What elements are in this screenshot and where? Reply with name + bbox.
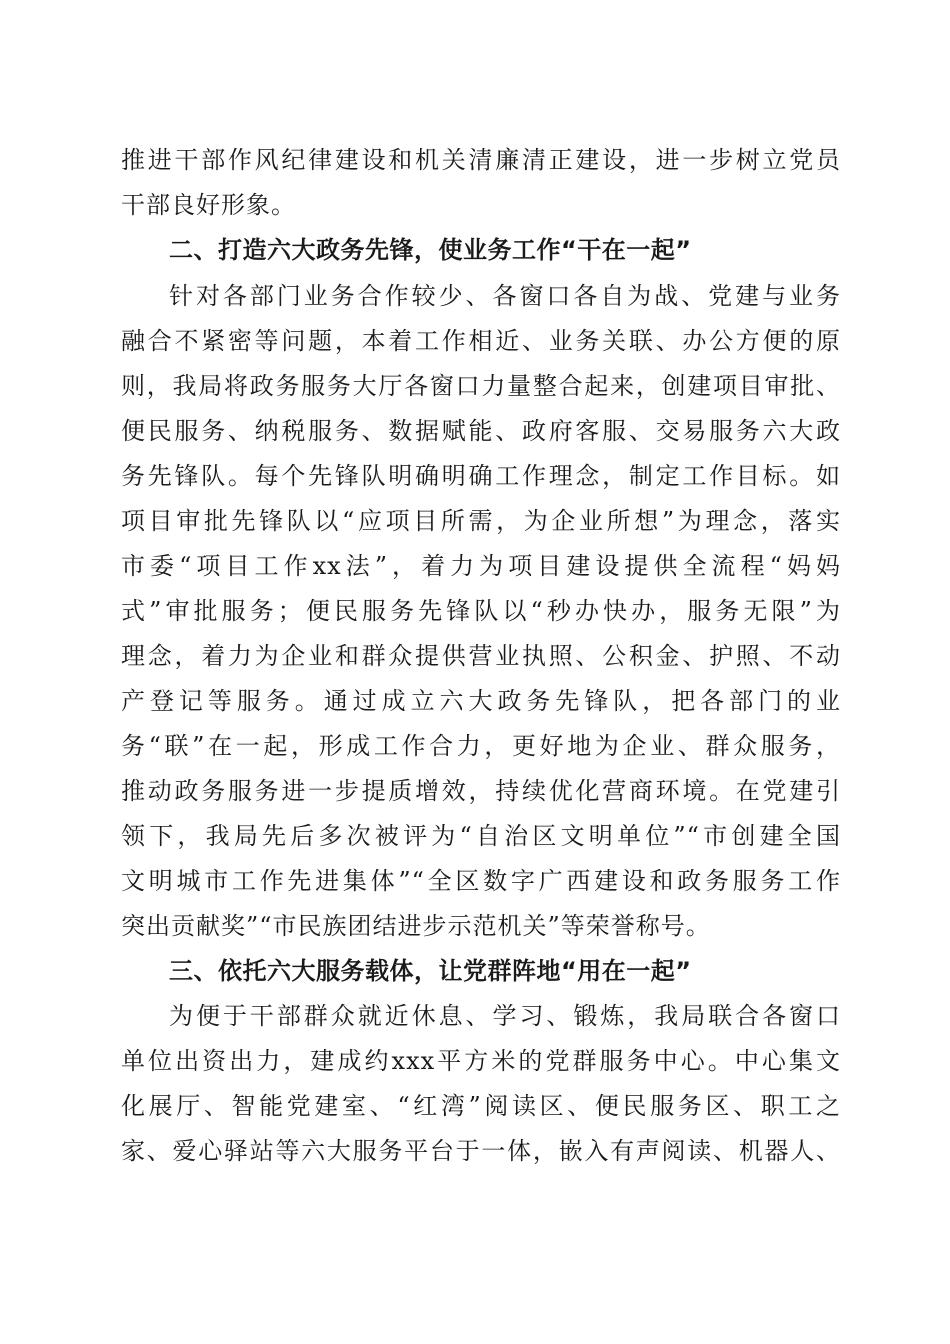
- paragraph-line: 理念，着力为企业和群众提供营业执照、公积金、护照、不动: [121, 642, 841, 670]
- paragraph-line: 突出贡献奖”“市民族团结进步示范机关”等荣誉称号。: [121, 912, 711, 940]
- paragraph-line: 式”审批服务；便民服务先锋队以“秒办快办，服务无限”为: [121, 597, 841, 625]
- paragraph-line: 单位出资出力，建成约xxx平方米的党群服务中心。中心集文: [121, 1047, 841, 1075]
- paragraph-line: 家、爱心驿站等六大服务平台于一体，嵌入有声阅读、机器人、: [121, 1137, 841, 1165]
- paragraph-line: 文明城市工作先进集体”“全区数字广西建设和政务服务工作: [121, 867, 841, 895]
- paragraph-line: 市委“项目工作xx法”，着力为项目建设提供全流程“妈妈: [121, 552, 841, 580]
- paragraph-line: 务“联”在一起，形成工作合力，更好地为企业、群众服务，: [121, 732, 841, 760]
- paragraph-line: 产登记等服务。通过成立六大政务先锋队，把各部门的业: [121, 687, 841, 715]
- paragraph-line: 融合不紧密等问题，本着工作相近、业务关联、办公方便的原: [121, 327, 841, 355]
- paragraph-line: 项目审批先锋队以“应项目所需，为企业所想”为理念，落实: [121, 507, 841, 535]
- paragraph-line: 干部良好形象。: [121, 191, 296, 219]
- paragraph-line: 化展厅、智能党建室、“红湾”阅读区、便民服务区、职工之: [121, 1092, 841, 1120]
- paragraph-line: 针对各部门业务合作较少、各窗口各自为战、党建与业务: [169, 282, 841, 310]
- paragraph-line: 推动政务服务进一步提质增效，持续优化营商环境。在党建引: [121, 777, 841, 805]
- section-heading-3: 三、依托六大服务载体，让党群阵地“用在一起”: [169, 957, 692, 985]
- paragraph-line: 推进干部作风纪律建设和机关清廉清正建设，进一步树立党员: [121, 146, 841, 174]
- paragraph-line: 则，我局将政务服务大厅各窗口力量整合起来，创建项目审批、: [121, 372, 841, 400]
- paragraph-line: 便民服务、纳税服务、数据赋能、政府客服、交易服务六大政: [121, 417, 841, 445]
- paragraph-line: 领下，我局先后多次被评为“自治区文明单位”“市创建全国: [121, 822, 841, 850]
- section-heading-2: 二、打造六大政务先锋，使业务工作“干在一起”: [169, 236, 692, 264]
- paragraph-line: 务先锋队。每个先锋队明确明确工作理念，制定工作目标。如: [121, 462, 841, 490]
- paragraph-line: 为便于干部群众就近休息、学习、锻炼，我局联合各窗口: [169, 1002, 841, 1030]
